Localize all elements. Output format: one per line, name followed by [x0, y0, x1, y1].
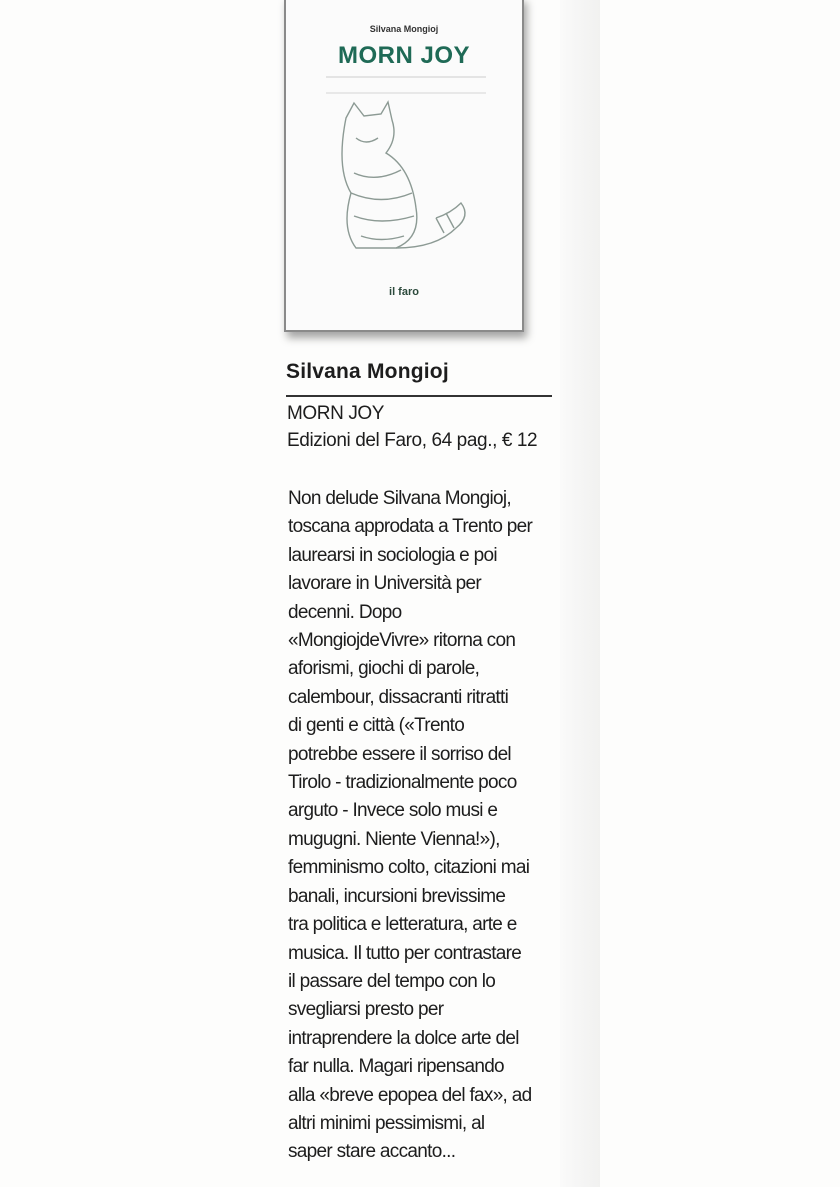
body-line: il passare del tempo con lo — [288, 970, 496, 992]
body-line: Non delude Silvana Mongioj, — [288, 488, 511, 509]
cat-illustration-icon — [326, 98, 486, 268]
body-line: intraprendere la dolce arte del — [288, 1027, 519, 1049]
body-line: Tirolo - tradizionalmente poco — [288, 772, 517, 794]
body-line: svegliarsi presto per — [288, 999, 444, 1021]
body-line: tra politica e letteratura, arte e — [288, 914, 517, 936]
body-line: altri minimi pessimismi, al — [288, 1112, 485, 1134]
book-cover — [284, 0, 524, 332]
body-line: mugugni. Niente Vienna!»), — [288, 828, 500, 850]
book-title: MORN JOY — [287, 403, 385, 424]
body-line: saper stare accanto... — [288, 1141, 456, 1163]
body-line: lavorare in Università per — [288, 573, 481, 595]
body-line: far nulla. Magari ripensando — [288, 1056, 504, 1078]
body-line: decenni. Dopo — [288, 601, 402, 623]
cover-author: Silvana Mongioj — [369, 24, 439, 34]
body-line: arguto - Invece solo musi e — [288, 800, 498, 822]
body-line: femminismo colto, citazioni mai — [288, 857, 530, 879]
divider — [286, 395, 552, 397]
body-line: alla «breve epopea del fax», ad — [288, 1084, 532, 1106]
body-line: laurearsi in sociologia e poi — [288, 544, 497, 566]
page-shading — [560, 0, 600, 1187]
body-line: toscana approdata a Trento per — [288, 516, 533, 538]
body-line: banali, incursioni brevissime — [288, 885, 506, 907]
body-line: «MongiojdeVivre» ritorna con — [288, 630, 516, 652]
book-meta — [287, 400, 537, 454]
body-line: calembour, dissacranti ritratti — [288, 686, 509, 708]
body-line: musica. Il tutto per contrastare — [288, 942, 522, 964]
cover-subtitle-blur — [326, 76, 486, 94]
cover-title: MORN JOY — [337, 42, 470, 69]
body-line: di genti e città («Trento — [288, 715, 465, 737]
body-line: potrebbe essere il sorriso del — [288, 743, 511, 765]
article-author: Silvana Mongioj — [286, 360, 449, 383]
book-details: Edizioni del Faro, 64 pag., € 12 — [287, 430, 538, 451]
publisher-logo: il faro — [389, 286, 419, 298]
article-body — [288, 485, 532, 1167]
body-line: aforismi, giochi di parole, — [288, 658, 480, 680]
